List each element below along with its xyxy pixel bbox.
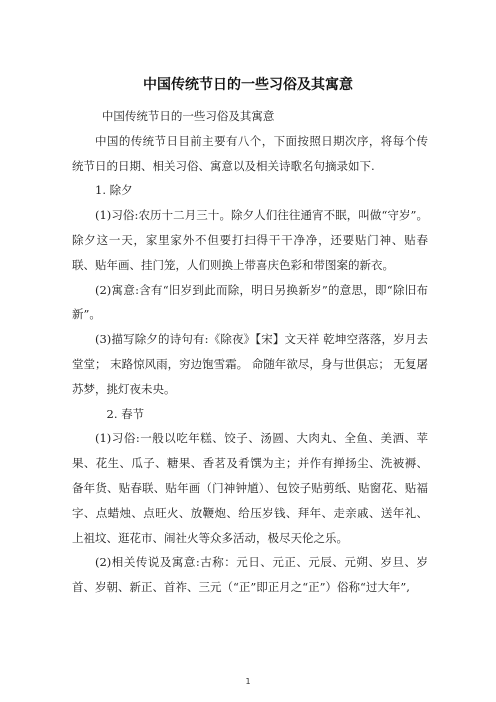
section-heading-chunjie: 2. 春节 [106,406,145,421]
chunjie-legend-paragraph: (2)相关传说及寓意:古称：元日、元正、元辰、元朔、岁旦、岁首、岁朝、新正、首祚、三元（“正”即正月之“正”）俗称“过大年”, [72,555,428,595]
subtitle-paragraph: 中国传统节日的一些习俗及其寓意 [101,109,275,123]
chuxi-customs-paragraph: (1)习俗:农历十二月三十。除夕人们往往通宵不眠，叫做“守岁”。除夕这一天，家里家外不但要打扫得干干净净，还要贴门神、贴春联、贴年画、挂门笼，人们则换上带喜庆色彩和带图案的新衣。 [72,208,428,272]
chuxi-poem-paragraph: (3)描写除夕的诗句有:《除夜》【宋】文天祥 乾坤空落落，岁月去堂堂； 末路惊风雨，穷边饱雪霜。 命随年欲尽，身与世俱忘； 无复屠苏梦，挑灯夜未央。 [72,332,428,396]
chunjie-customs-paragraph: (1)习俗:一般以吃年糕、饺子、汤圆、大肉丸、全鱼、美酒、苹果、花生、瓜子、糖果、香茗及肴馔为主；并作有掸扬尘、洗被褥、备年货、贴春联、贴年画（门神钟馗）、包饺子贴剪纸、贴窗花、贴福字、点蜡烛、点旺火、放鞭炮、给压岁钱、拜年、走亲戚、送年礼、上祖坟、逛花市、闹社火等众多活动，极尽天伦之乐。 [72,431,428,545]
document-title: 中国传统节日的一些习俗及其寓意 [143,77,353,93]
section-heading-chuxi: 1. 除夕 [95,183,133,198]
chuxi-meaning-paragraph: (2)寓意:含有“旧岁到此而除，明日另换新岁”的意思，即“除旧布新”。 [72,282,428,322]
intro-paragraph: 中国的传统节日目前主要有八个，下面按照日期次序，将每个传统节日的日期、相关习俗、寓意以及相关诗歌名句摘录如下. [72,133,428,173]
page-number: 1 [245,677,251,686]
document-body [72,104,428,600]
